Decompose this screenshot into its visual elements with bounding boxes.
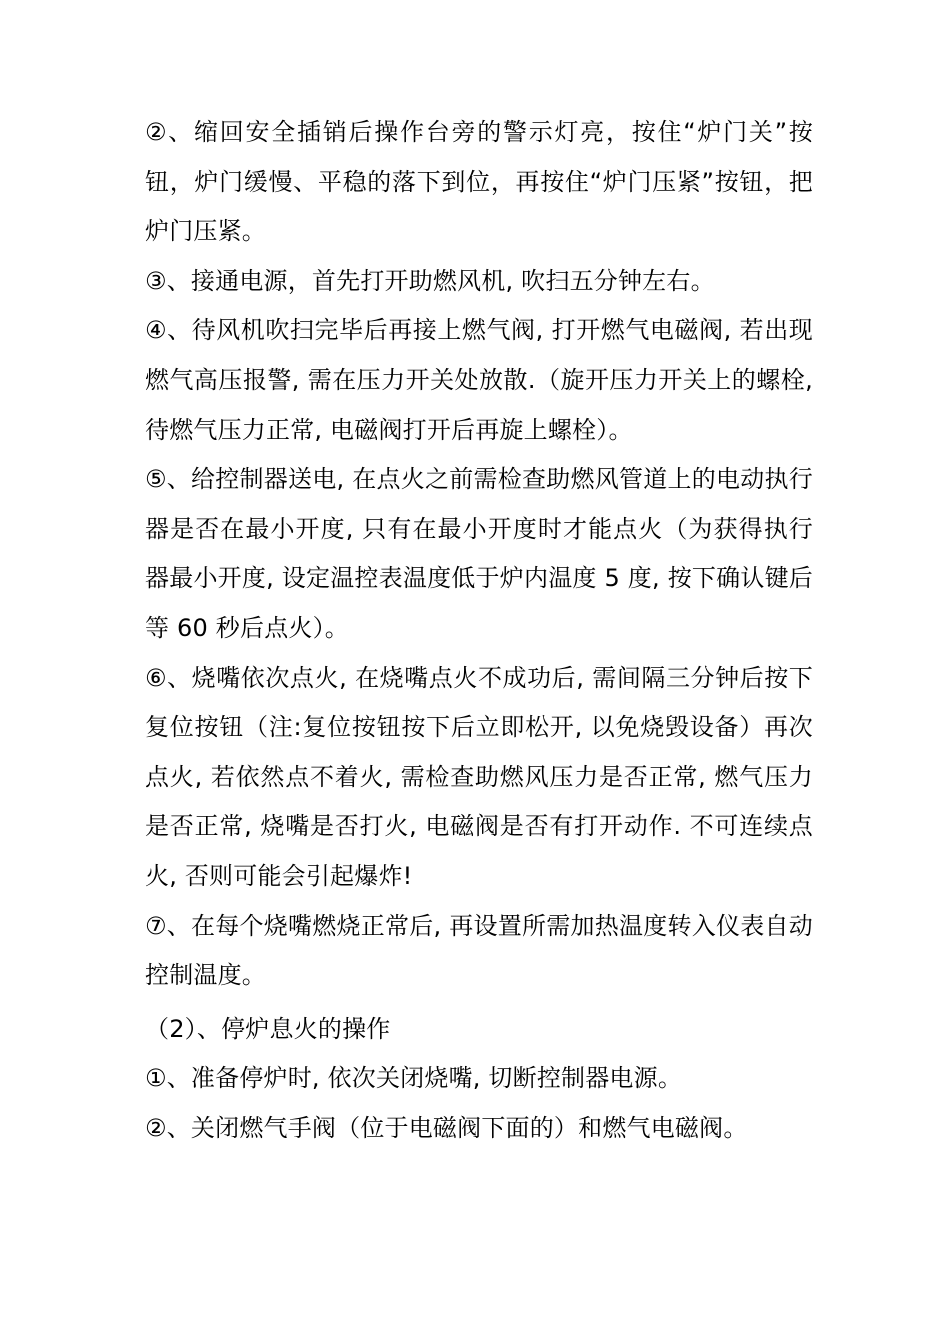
step-5-paragraph: ⑤、给控制器送电, 在点火之前需检查助燃风管道上的电动执行器是否在最小开度, 只有在最小开度时才能点火（为获得执行器最小开度, 设定温控表温度低于炉内温度 5 度, 按下确认键后等 60 秒后点火）。	[145, 465, 813, 642]
step-2-paragraph: ②、缩回安全插销后操作台旁的警示灯亮，按住“炉门关”按钮，炉门缓慢、平稳的落下到位，再按住“炉门压紧”按钮，把炉门压紧。	[145, 118, 813, 246]
step-7-paragraph: ⑦、在每个烧嘴燃烧正常后, 再设置所需加热温度转入仪表自动控制温度。	[145, 911, 813, 990]
shutdown-step-1-paragraph: ①、准备停炉时, 依次关闭烧嘴, 切断控制器电源。	[145, 1064, 683, 1093]
shutdown-step-2-paragraph: ②、关闭燃气手阀（位于电磁阀下面的）和燃气电磁阀。	[145, 1113, 748, 1142]
step-4-paragraph: ④、待风机吹扫完毕后再接上燃气阀, 打开燃气电磁阀, 若出现燃气高压报警, 需在压力开关处放散.（旋开压力开关上的螺栓, 待燃气压力正常, 电磁阀打开后再旋上螺栓）。	[145, 316, 821, 444]
document-body	[145, 108, 821, 1153]
step-6-paragraph: ⑥、烧嘴依次点火, 在烧嘴点火不成功后, 需间隔三分钟后按下复位按钮（注:复位按钮按下后立即松开, 以免烧毁设备）再次点火, 若依然点不着火, 需检查助燃风压力是否正常, 燃气压力是否正常, 烧嘴是否打火, 电磁阀是否有打开动作. 不可连续点火, 否则可能会引起爆炸!	[145, 663, 813, 890]
step-3-paragraph: ③、接通电源，首先打开助燃风机, 吹扫五分钟左右。	[145, 266, 715, 295]
section-heading: （2）、停炉息火的操作	[145, 1014, 391, 1043]
